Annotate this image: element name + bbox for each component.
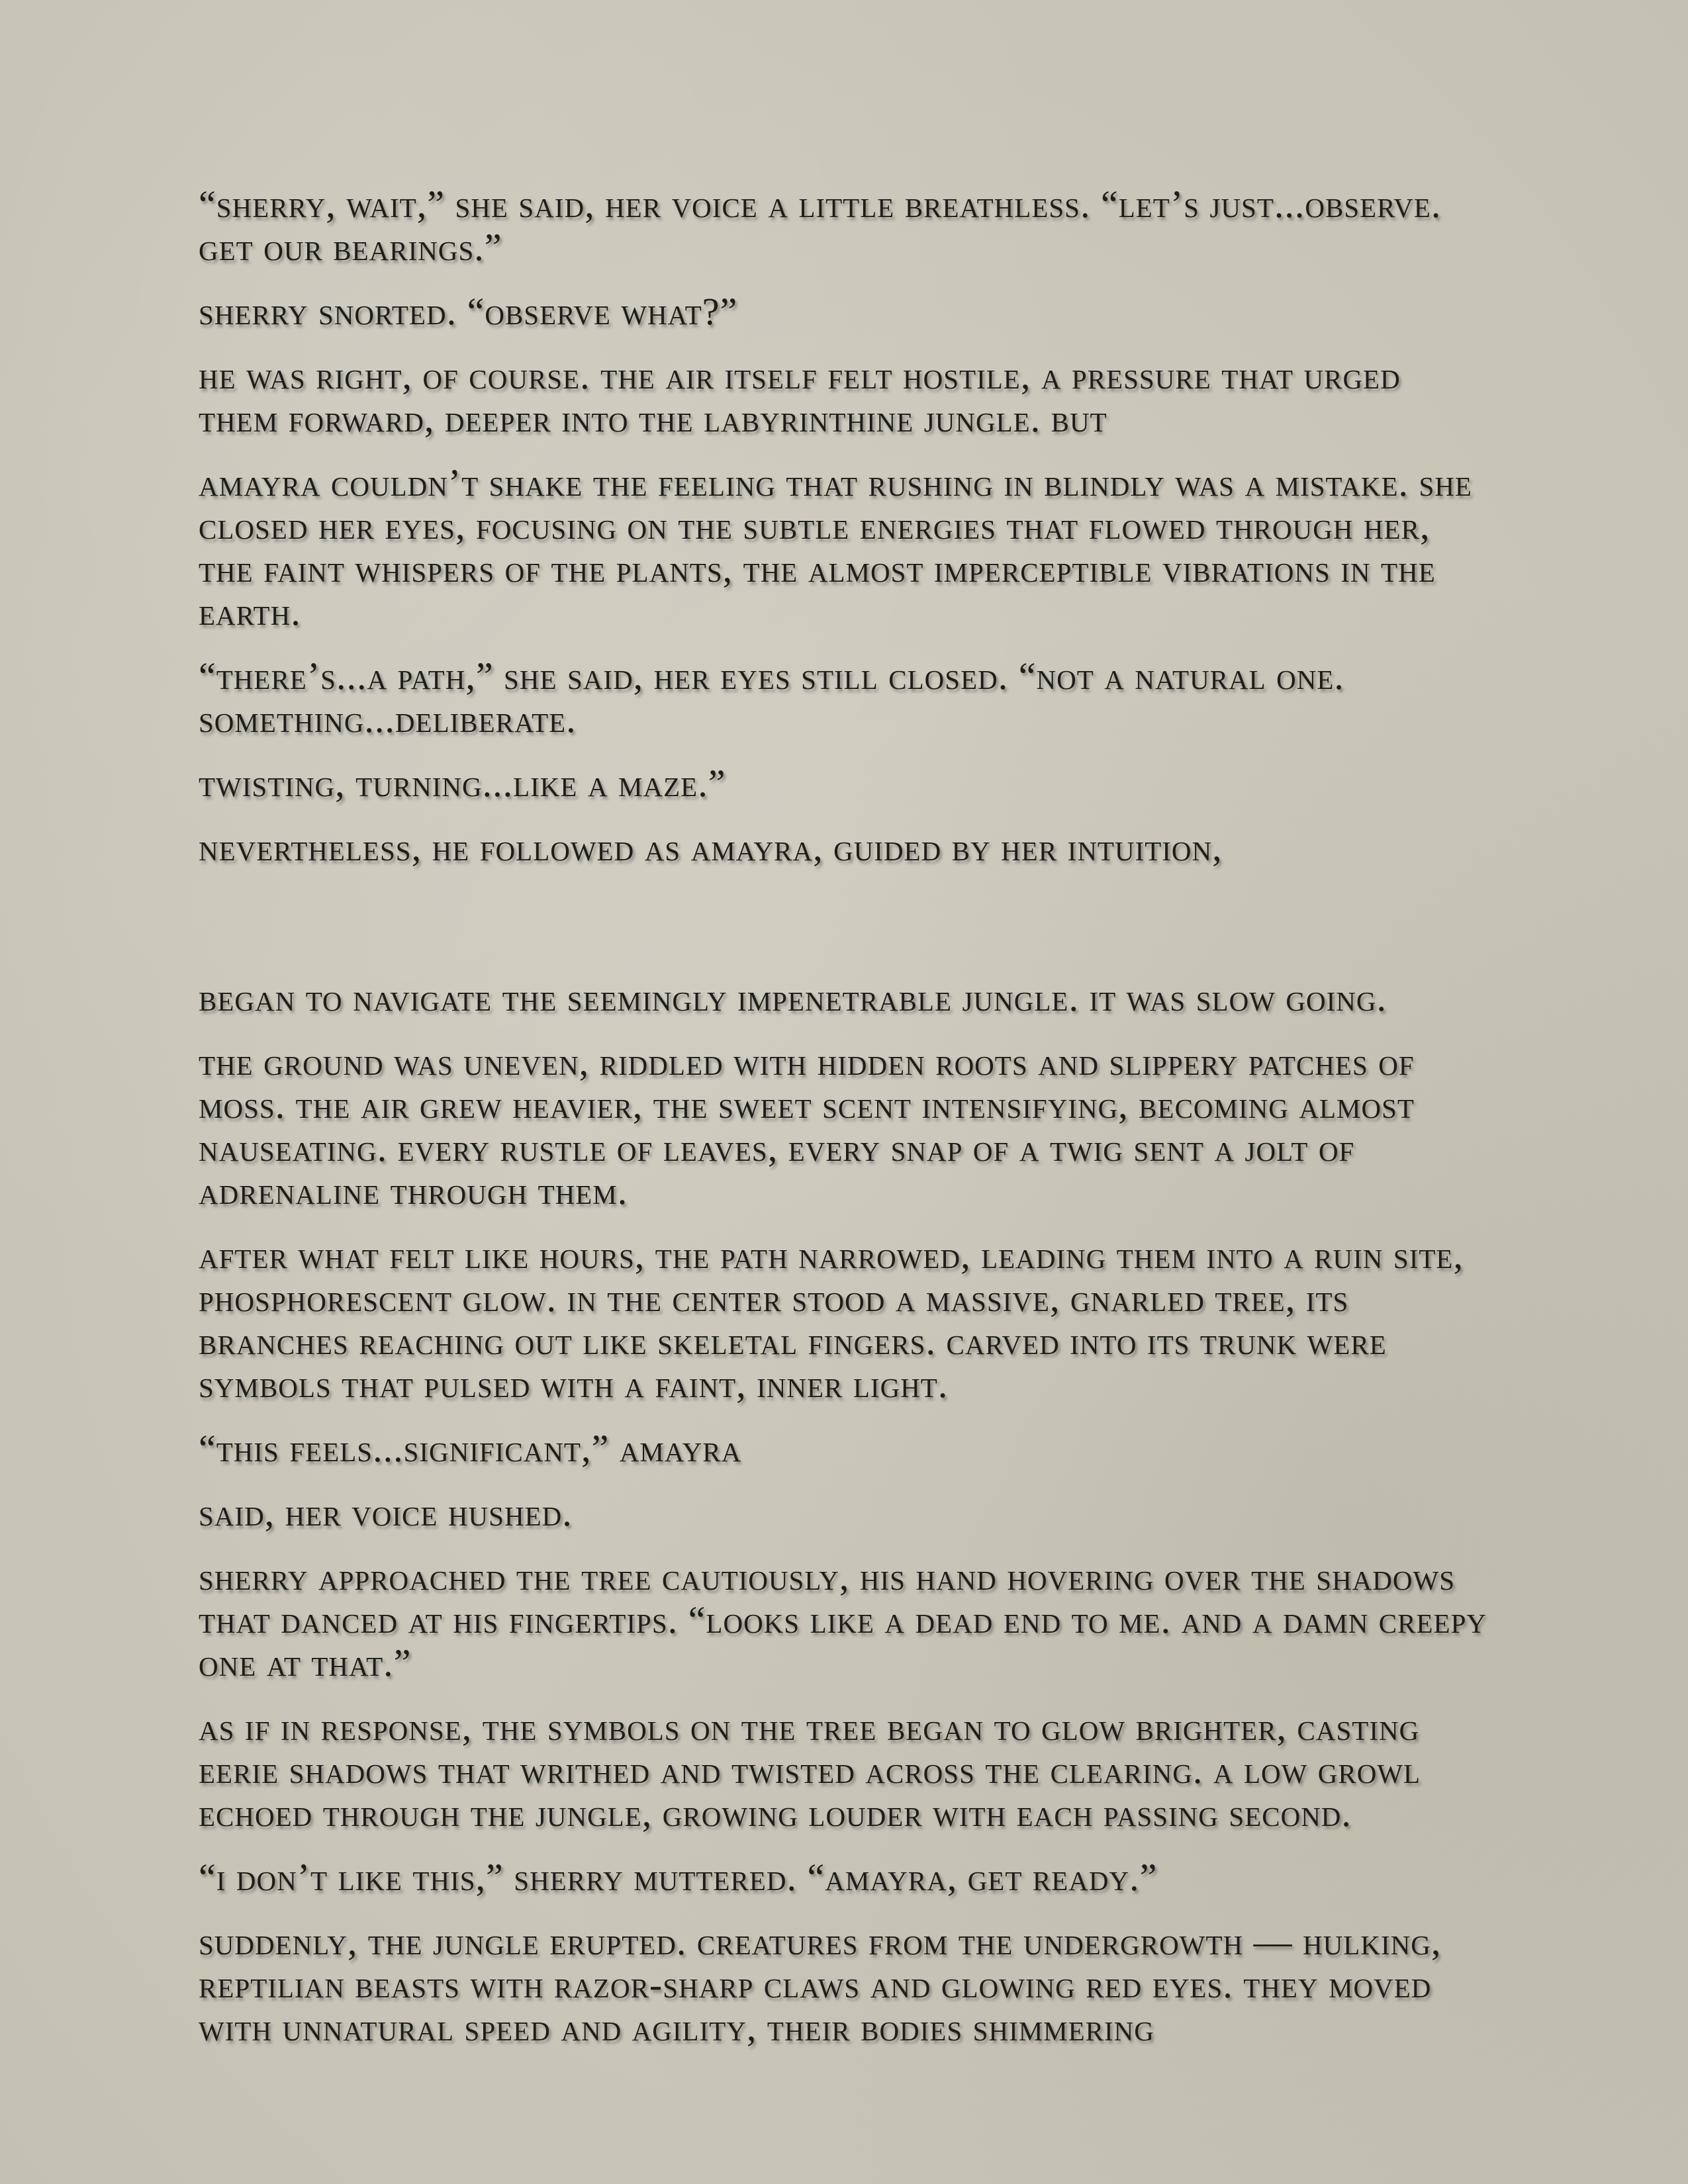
paragraph: sherry approached the tree cautiously, his hand hovering over the shadows that danced at his fingertips. “looks like a dead end to me. and a damn creepy one at that.” bbox=[199, 1555, 1487, 1684]
paragraph: “there’s...a path,” she said, her eyes still closed. “not a natural one. something...deliberate. bbox=[199, 655, 1344, 741]
paragraph: said, her voice hushed. bbox=[199, 1491, 573, 1534]
paragraph: began to navigate the seemingly impenetrable jungle. it was slow going. bbox=[199, 976, 1387, 1019]
paragraph: “i don’t like this,” sherry muttered. “amayra, get ready.” bbox=[199, 1856, 1158, 1899]
paragraph: nevertheless, he followed as amayra, guided by her intuition, bbox=[199, 826, 1223, 869]
paragraph: amayra couldn’t shake the feeling that rushing in blindly was a mistake. she closed her eyes, focusing on the subtle energies that flowed through her, the faint whispers of the plants, the almost imperceptible vibrations in the earth. bbox=[199, 461, 1472, 633]
paragraph: the ground was uneven, riddled with hidden roots and slippery patches of moss. the air grew heavier, the sweet scent intensifying, becoming almost nauseating. every rustle of leaves, every snap of a twig sent a jolt of adrenaline through them. bbox=[199, 1040, 1415, 1212]
paragraph: “sherry, wait,” she said, her voice a little breathless. “let’s just...observe. get our bearings.” bbox=[199, 183, 1442, 269]
paragraph: he was right, of course. the air itself felt hostile, a pressure that urged them forward, deeper into the labyrinthine jungle. but bbox=[199, 354, 1401, 440]
paragraph: “this feels...significant,” amayra bbox=[199, 1427, 742, 1470]
paragraph: after what felt like hours, the path narrowed, leading them into a ruin site, phosphorescent glow. in the center stood a massive, gnarled tree, its branches reaching out like skeletal fingers. carved into its trunk were symbols that pulsed with a faint, inner light. bbox=[199, 1234, 1464, 1406]
paragraph-gap bbox=[199, 890, 1489, 976]
paragraph: sherry snorted. “observe what?” bbox=[199, 290, 738, 333]
paragraph: suddenly, the jungle erupted. creatures from the undergrowth — hulking, reptilian beasts with razor-sharp claws and glowing red eyes. they moved with unnatural speed and agility, their bodies shimmering bbox=[199, 1920, 1442, 2049]
paragraph: twisting, turning...like a maze.” bbox=[199, 762, 726, 805]
paragraph: as if in response, the symbols on the tree began to glow brighter, casting eerie shadows that writhed and twisted across the clearing. a low growl echoed through the jungle, growing louder with each passing second. bbox=[199, 1706, 1421, 1835]
